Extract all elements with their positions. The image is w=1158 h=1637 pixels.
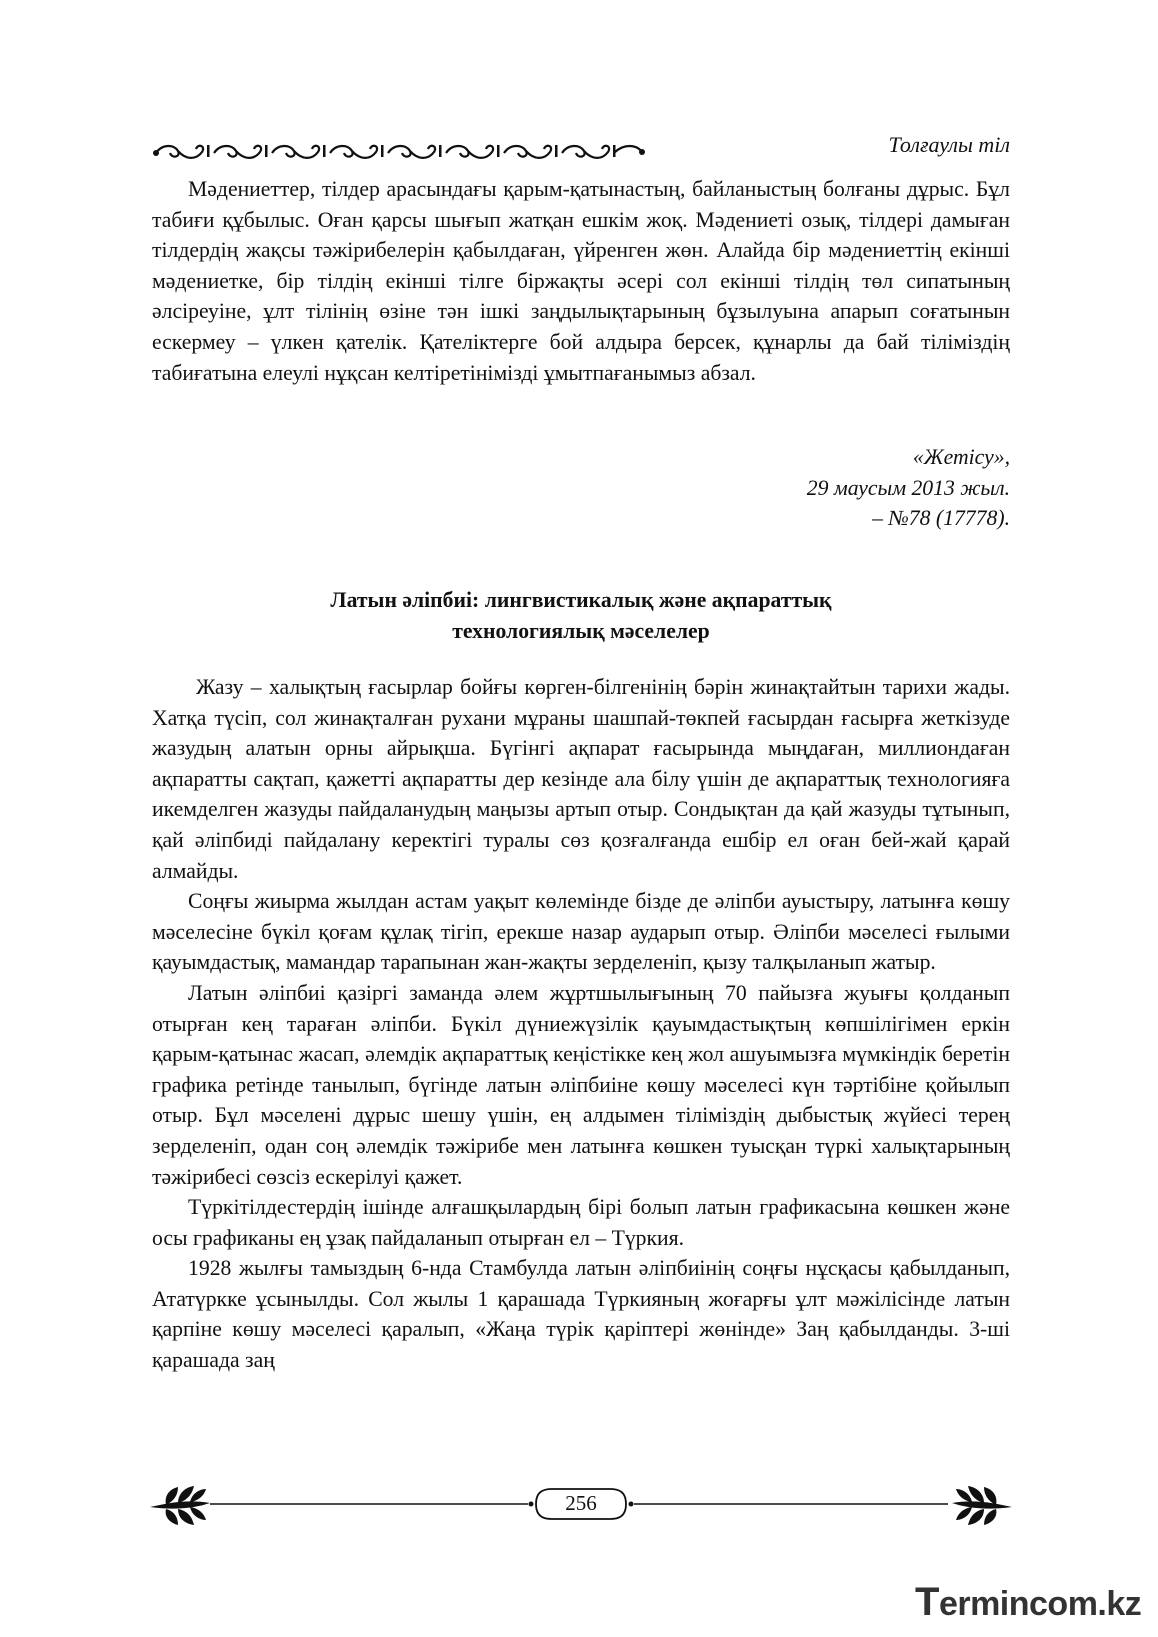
watermark-text: ermincom.kz: [938, 1585, 1142, 1623]
section-body: [152, 672, 1010, 1376]
citation-line: 29 маусым 2013 жыл.: [806, 475, 1010, 500]
paragraph: Түркітілдестердің ішінде алғашқылардың бірі болып латын графикасына көшкен және осы графиканы ең ұзақ пайдаланып отырған ел – Түркия.: [152, 1195, 1010, 1250]
paragraph: Жазу – халықтың ғасырлар бойғы көрген-білгенінің бәрін жинақтайтын тарихи жады. Хатқа түсіп, сол жинақталған рухани мұраны шашпай-төкпей ғасырдан ғасырға жеткізуде жазудың алатын орны айрықша. Бүгінгі ақпарат ғасырында мыңдаған, миллиондаған ақпаратты сақтап, қажетті ақпаратты дер кезінде ала білу үшін де ақпараттық технологияға икемделген жазуды пайдаланудың маңызы артып отыр. Сондықтан да қай жазуды тұтынып, қай әліпбиді пайдалану керектігі туралы сөз қозғалғанда ешбір ел оған бей-жай қарай алмайды.: [152, 675, 1010, 883]
page-header: [152, 132, 1010, 166]
previous-article-ending: [152, 174, 1010, 388]
paragraph: Латын әліпбиі қазіргі заманда әлем жұртшылығының 70 пайызға жуығы қолданып отырған кең тараған әліпби. Бүкіл дүниежүзілік қауымдастықтың көпшілігімен еркін қарым-қатынас жасап, әлемдік ақпараттық кеңістікке кең жол ашуымызға мүмкіндік беретін графика ретінде танылып, бүгінде латын әліпбиіне көшу мәселесі күн тәртібіне қойылып отыр. Бұл мәселені дұрыс шешу үшін, ең алдымен тіліміздің дыбыстық жүйесі терең зерделеніп, одан соң әлемдік тәжірибе мен латынға көшкен туысқан түркі халықтарының тәжірибесі сөзсіз ескерілуі қажет.: [152, 980, 1010, 1189]
section-title-line: технологиялық мәселелер: [452, 619, 710, 643]
page-number: 256: [565, 1491, 597, 1515]
section-title: [152, 585, 1010, 647]
page-footer: [148, 1483, 1014, 1527]
watermark-initial: T: [915, 1580, 939, 1624]
paragraph: 1928 жылғы тамыздың 6-нда Стамбулда латын әліпбиінің соңғы нұсқасы қабылданып, Ататүркке ұсынылды. Сол жылы 1 қарашада Түркияның жоғарғы ұлт мәжілісінде латын қарпіне көшу мәселесі қаралып, «Жаңа түрік қаріптері жөнінде» Заң қабылданды. 3-ші қарашада заң: [152, 1256, 1010, 1373]
source-citation: [600, 442, 1010, 534]
citation-line: «Жетісу»,: [912, 445, 1010, 469]
paragraph: Мәдениеттер, тілдер арасындағы қарым-қатынастың, байланыстың болғаны дұрыс. Бұл табиғи құбылыс. Оған қарсы шығып жатқан ешкім жоқ. Мәдениеті озық, тілдері дамыған тілдердің жақсы тәжірибелерін қабылдаған, үйренген жөн. Алайда бір мәдениеттің екінші мәдениетке, бір тілдің екінші тілге біржақты әсері сол екінші тілдің төл сипатының әлсіреуіне, ұлт тілінің өзіне тән ішкі заңдылықтарының бұзылуына апарып соғатынын ескермеу – үлкен қателік. Қателіктерге бой алдыра берсек, құнарлы да бай тіліміздің табиғатына елеулі нұқсан келтіретінімізді ұмытпағанымыз абзал.: [152, 177, 1010, 385]
running-title: Толғаулы тіл: [888, 132, 1010, 157]
header-ornament-icon: [152, 138, 652, 164]
site-watermark: [915, 1580, 1141, 1625]
paragraph: Соңғы жиырма жылдан астам уақыт көлемінде бізде де әліпби ауыстыру, латынға көшу мәселесіне бүкіл қоғам құлақ тігіп, ерекше назар аударып отыр. Әліпби мәселесі ғылыми қауымдастық, мамандар тарапынан жан-жақты зерделеніп, қызу талқыланып жатыр.: [152, 889, 1010, 975]
citation-line: – №78 (17778).: [872, 506, 1010, 531]
section-title-line: Латын әліпбиі: лингвистикалық және ақпараттық: [330, 588, 832, 612]
